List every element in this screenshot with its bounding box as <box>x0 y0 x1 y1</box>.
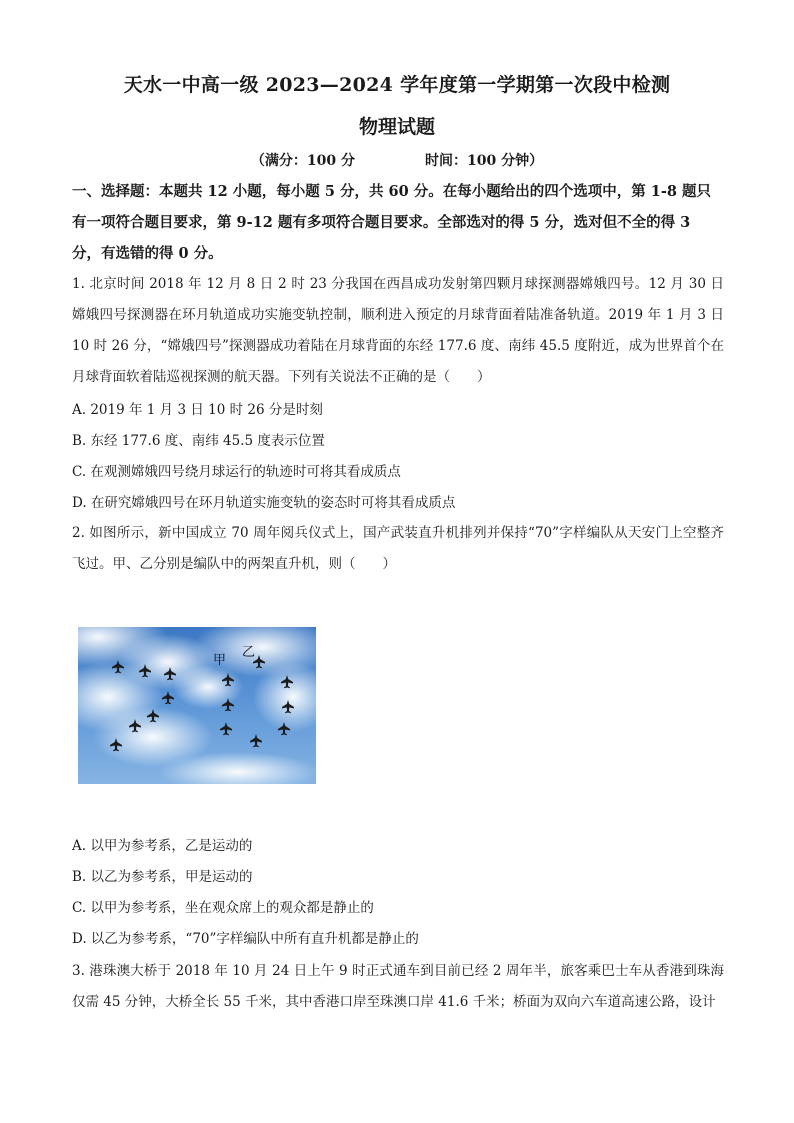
q2-option-d: D. 以乙为参考系，“70”字样编队中所有直升机都是静止的 <box>72 931 419 947</box>
q1-option-b: B. 东经 177.6 度、南纬 45.5 度表示位置 <box>72 433 325 449</box>
label-yi: 乙 <box>242 645 256 660</box>
q2-stem: 2. 如图所示，新中国成立 70 周年阅兵仪式上，国产武装直升机排列并保持“70”字样编队从天安门上空整齐飞过。甲、乙分别是编队中的两架直升机，则（ ） <box>72 525 724 572</box>
q3-stem: 3. 港珠澳大桥于 2018 年 10 月 24 日上午 9 时正式通车到目前已经 2 周年半，旅客乘巴士车从香港到珠海仅需 45 分钟，大桥全长 55 千米，其中香港口岸至珠澳口岸 41.6 千米；桥面为双向六车道高速公路，设计 <box>72 963 724 1010</box>
exam-info <box>0 150 794 170</box>
q2-option-b: B. 以乙为参考系，甲是运动的 <box>72 869 253 885</box>
exam-subject: 物理试题 <box>358 116 435 138</box>
q1-option-a: A. 2019 年 1 月 3 日 10 时 26 分是时刻 <box>72 402 323 418</box>
q1-option-c: C. 在观测嫦娥四号绕月球运行的轨迹时可将其看成质点 <box>72 464 401 480</box>
section-intro: 一、选择题：本题共 12 小题，每小题 5 分，共 60 分。在每小题给出的四个选项中，第 1-8 题只有一项符合题目要求，第 9-12 题有多项符合题目要求。全部选对的得 5 分，选对但不全的得 3 分，有选错的得 0 分。 <box>72 183 712 262</box>
helicopter <box>162 691 174 704</box>
q2-option-a: A. 以甲为参考系，乙是运动的 <box>72 838 253 854</box>
full-score: （满分：100 分 <box>250 153 355 169</box>
q1-option-d: D. 在研究嫦娥四号在环月轨道实施变轨的姿态时可将其看成质点 <box>72 495 456 511</box>
helicopter-formation-photo <box>78 627 316 784</box>
helicopter <box>220 722 232 735</box>
exam-title: 天水一中高一级 2023—2024 学年度第一学期第一次段中检测 <box>123 74 671 96</box>
label-jia: 甲 <box>213 653 227 668</box>
q2-option-c: C. 以甲为参考系，坐在观众席上的观众都是静止的 <box>72 900 374 916</box>
exam-time: 时间：100 分钟） <box>425 153 544 169</box>
q1-stem: 1. 北京时间 2018 年 12 月 8 日 2 时 23 分我国在西昌成功发射第四颗月球探测器嫦娥四号。12 月 30 日嫦娥四号探测器在环月轨道成功实施变轨控制，顺利进入预定的月球背面着陆准备轨道。2019 年 1 月 3 日 10 时 26 分，“嫦娥四号”探测器成功着陆在月球背面的东经 177.6 度、南纬 45.5 度附近，成为世界首个在月球背面软着陆巡视探测的航天器。下列有关说法不正确的是（ ） <box>72 276 724 385</box>
helicopter <box>250 734 262 747</box>
formation-illustration <box>78 627 316 784</box>
